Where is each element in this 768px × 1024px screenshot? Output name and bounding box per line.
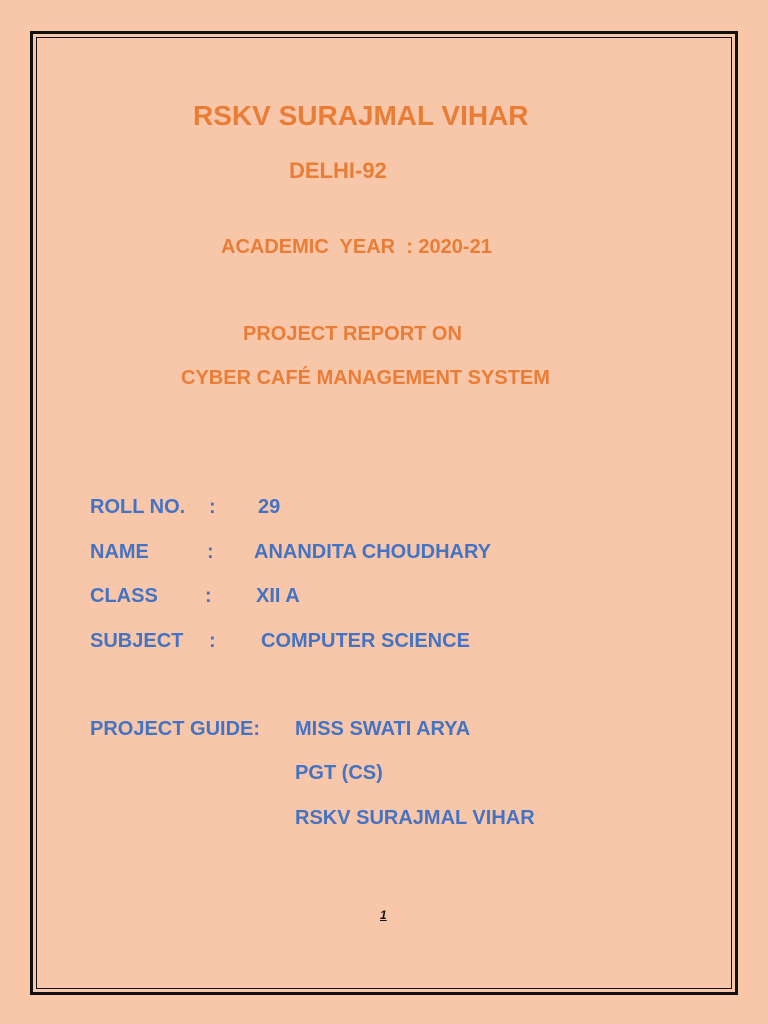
roll-label: ROLL NO.	[90, 496, 186, 518]
roll-separator: :	[209, 496, 216, 518]
class-label: CLASS	[90, 585, 158, 607]
class-separator: :	[205, 585, 212, 607]
academic-year: ACADEMIC YEAR : 2020-21	[221, 236, 492, 258]
project-heading: PROJECT REPORT ON	[243, 323, 462, 345]
name-value: ANANDITA CHOUDHARY	[254, 541, 492, 563]
name-label: NAME	[90, 541, 149, 563]
project-title: CYBER CAFÉ MANAGEMENT SYSTEM	[181, 367, 550, 389]
guide-name: MISS SWATI ARYA	[295, 718, 471, 740]
guide-designation: PGT (CS)	[295, 762, 383, 784]
roll-value: 29	[258, 496, 281, 518]
page-number: 1	[380, 908, 387, 922]
name-separator: :	[207, 541, 214, 563]
school-title: RSKV SURAJMAL VIHAR	[193, 100, 529, 131]
guide-label: PROJECT GUIDE:	[90, 718, 261, 740]
subject-value: COMPUTER SCIENCE	[261, 630, 470, 652]
subject-separator: :	[209, 630, 216, 652]
guide-school: RSKV SURAJMAL VIHAR	[295, 807, 535, 829]
city-line: DELHI-92	[289, 158, 387, 183]
subject-label: SUBJECT	[90, 630, 184, 652]
class-value: XII A	[256, 585, 300, 607]
